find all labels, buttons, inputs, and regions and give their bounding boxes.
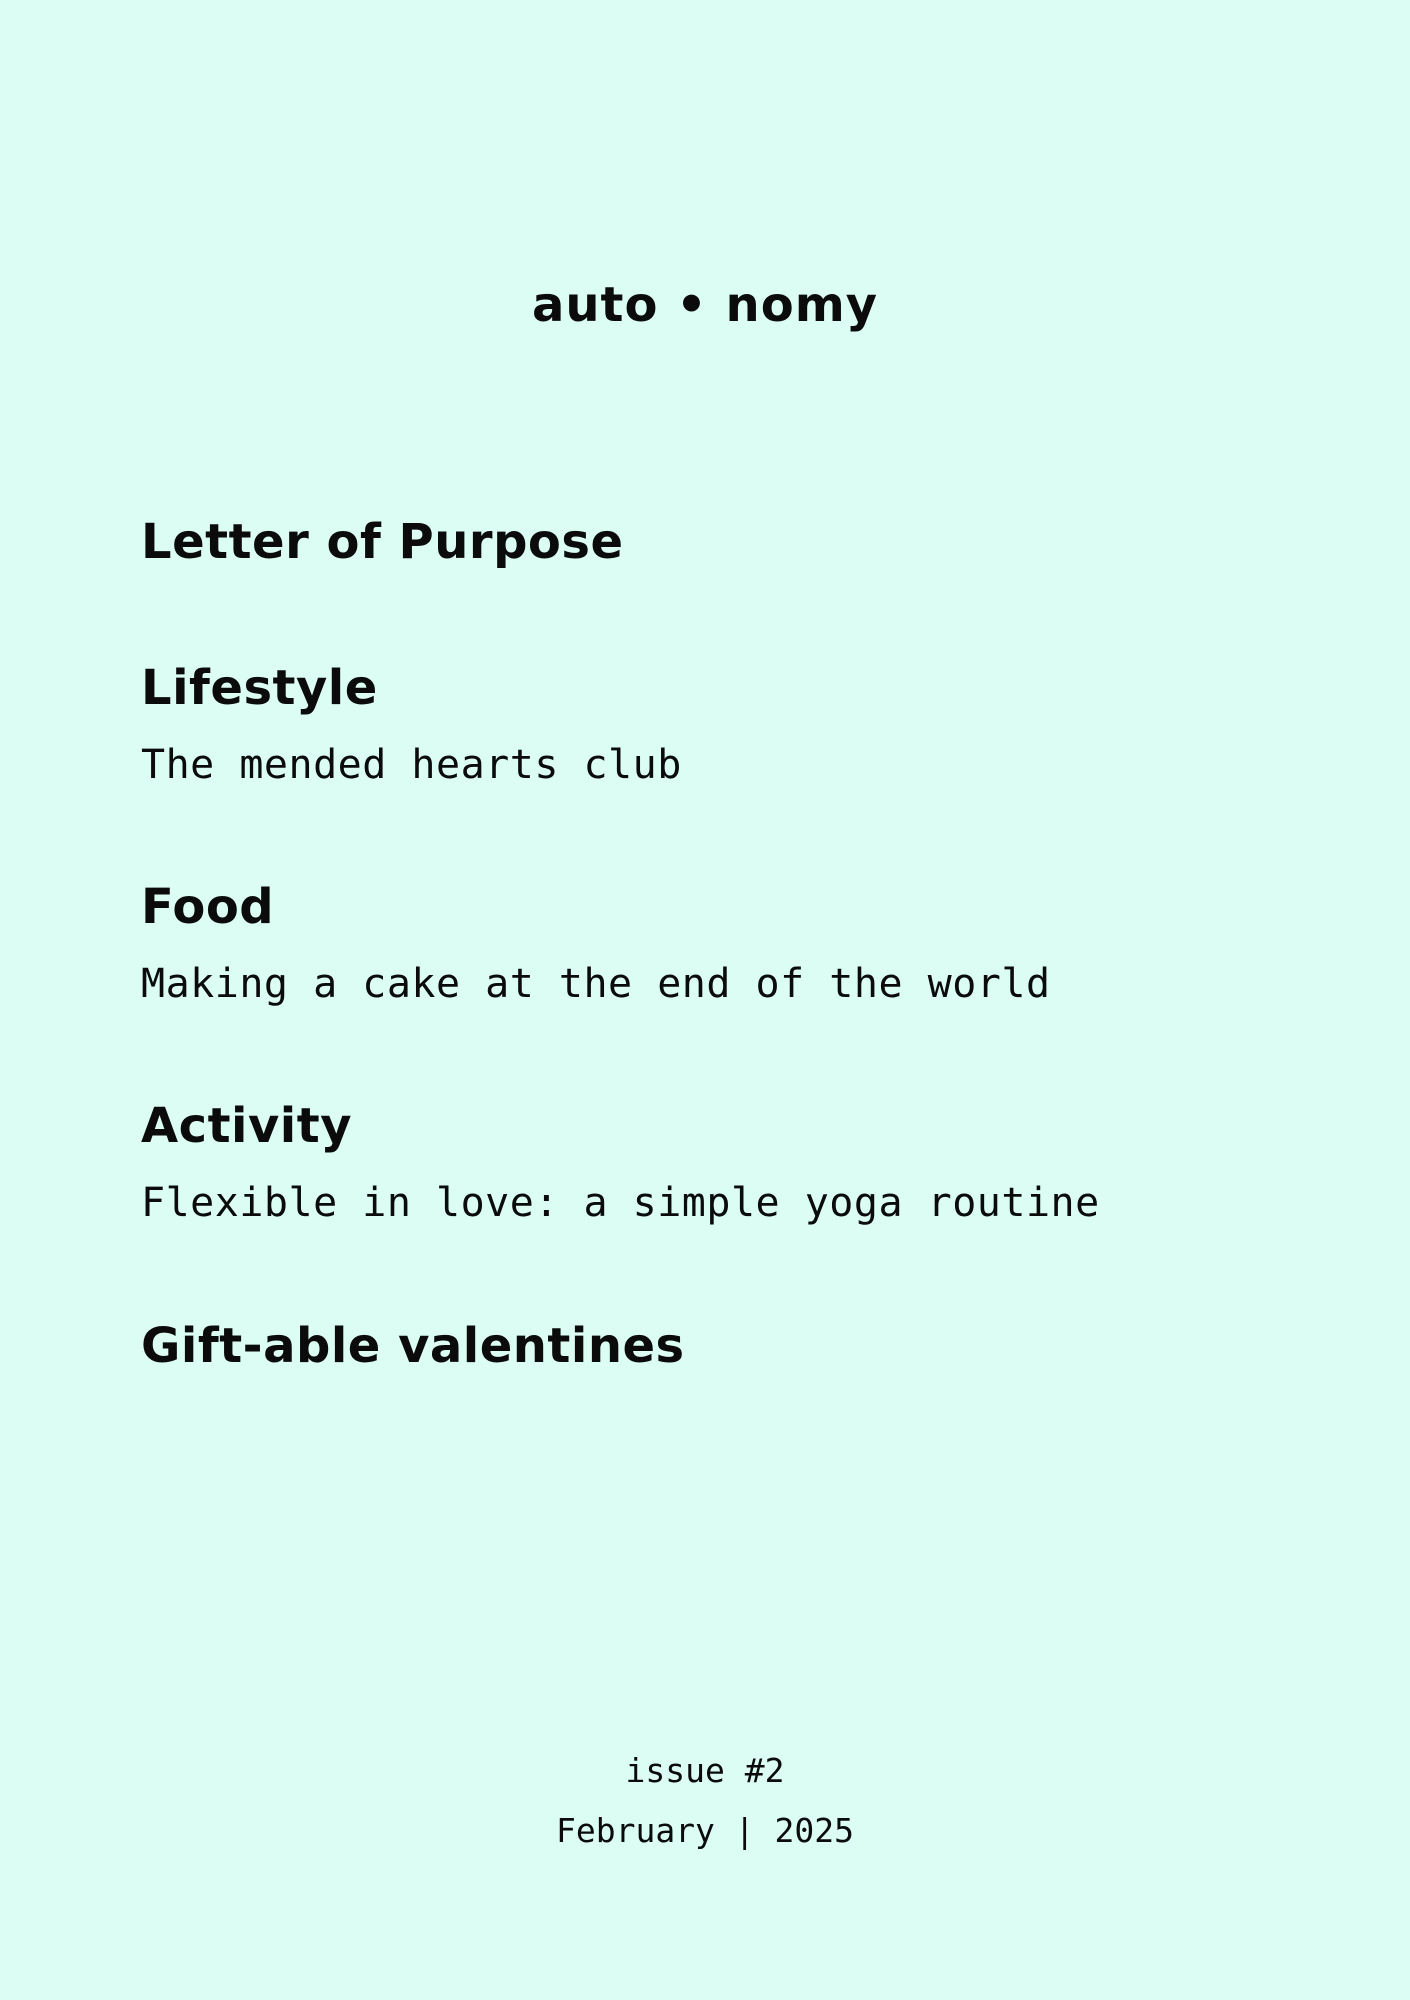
magazine-title: auto • nomy <box>531 277 879 333</box>
section-subtitle-food: Making a cake at the end of the world <box>141 961 1051 1007</box>
section-heading-letter-of-purpose: Letter of Purpose <box>141 514 624 570</box>
issue-number: issue #2 <box>625 1751 785 1790</box>
section-heading-giftable-valentines: Gift-able valentines <box>141 1318 685 1374</box>
section-heading-lifestyle: Lifestyle <box>141 660 378 716</box>
section-subtitle-activity: Flexible in love: a simple yoga routine <box>141 1180 1100 1226</box>
section-heading-food: Food <box>141 879 275 935</box>
section-heading-activity: Activity <box>141 1098 352 1154</box>
issue-date: February | 2025 <box>555 1811 854 1850</box>
section-subtitle-lifestyle: The mended hearts club <box>141 742 682 788</box>
